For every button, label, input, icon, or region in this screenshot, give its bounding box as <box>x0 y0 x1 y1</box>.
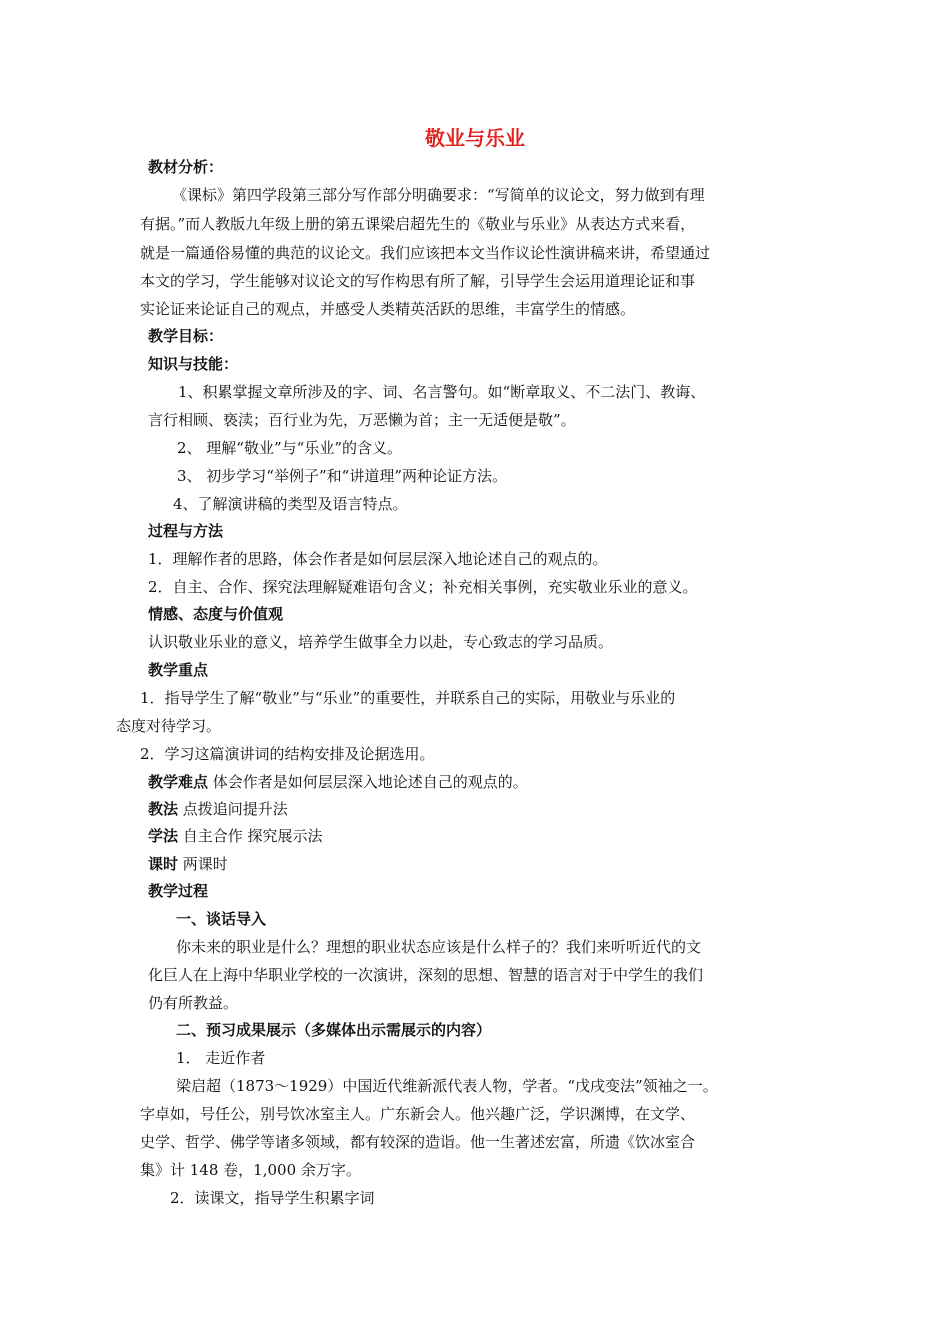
difficulty-text: 体会作者是如何层层深入地论述自己的观点的。 <box>208 773 528 791</box>
teaching-method-label: 教法 <box>148 800 179 818</box>
process-method-heading: 过程与方法 <box>148 522 224 540</box>
paragraph-line: 化巨人在上海中华职业学校的一次演讲，深刻的思想、智慧的语言对于中学生的我们 <box>148 966 704 984</box>
difficulty-label: 教学难点 <box>148 773 209 791</box>
textbook-analysis-heading: 教材分析： <box>148 158 224 176</box>
list-item: 2．学习这篇演讲词的结构安排及论据选用。 <box>140 745 435 763</box>
learning-method-line <box>148 826 323 846</box>
class-hours-label: 课时 <box>148 855 179 873</box>
teaching-goals-heading: 教学目标： <box>148 327 224 345</box>
list-item: 2．读课文，指导学生积累字词 <box>170 1189 375 1207</box>
teaching-method-line <box>148 799 288 819</box>
list-item: 言行相顾、亵渎；百行业为先，万恶懒为首；主一无适便是敬”。 <box>148 411 576 429</box>
paragraph-line: 就是一篇通俗易懂的典范的议论文。我们应该把本文当作议论性演讲稿来讲，希望通过 <box>140 244 711 262</box>
list-item: 态度对待学习。 <box>116 717 222 735</box>
class-hours-text: 两课时 <box>178 855 228 873</box>
key-points-heading: 教学重点 <box>148 661 209 679</box>
preview-heading: 二、预习成果展示（多媒体出示需展示的内容） <box>176 1021 492 1039</box>
list-item: 4、了解演讲稿的类型及语言特点。 <box>173 495 408 513</box>
paragraph-line: 集》计 148 卷，1,000 余万字。 <box>140 1161 361 1179</box>
list-item: 1． 走近作者 <box>176 1049 266 1067</box>
paragraph-line: 有据。”而人教版九年级上册的第五课梁启超先生的《敬业与乐业》从表达方式来看， <box>140 215 696 233</box>
list-item: 1．指导学生了解“敬业”与“乐业”的重要性，并联系自己的实际，用敬业与乐业的 <box>140 689 676 707</box>
emotion-values-heading: 情感、态度与价值观 <box>148 605 284 623</box>
list-item: 1、积累掌握文章所涉及的字、词、名言警句。如“断章取义、不二法门、教诲、 <box>178 383 706 401</box>
paragraph-line: 《课标》第四学段第三部分写作部分明确要求：“写简单的议论文，努力做到有理 <box>172 186 705 204</box>
difficulty-line <box>148 772 528 792</box>
list-item: 3、 初步学习“举例子”和“讲道理”两种论证方法。 <box>177 467 507 485</box>
intro-heading: 一、谈话导入 <box>176 910 267 928</box>
teaching-method-text: 点拨追问提升法 <box>178 800 288 818</box>
paragraph-line: 你未来的职业是什么？理想的职业状态应该是什么样子的？我们来听听近代的文 <box>176 938 702 956</box>
paragraph-line: 字卓如，号任公，别号饮冰室主人。广东新会人。他兴趣广泛，学识渊博，在文学、 <box>140 1105 696 1123</box>
learning-method-text: 自主合作 探究展示法 <box>178 827 323 845</box>
teaching-process-heading: 教学过程 <box>148 882 209 900</box>
paragraph-line: 仍有所教益。 <box>148 994 239 1012</box>
list-item: 1．理解作者的思路，体会作者是如何层层深入地论述自己的观点的。 <box>148 550 608 568</box>
paragraph-line: 史学、哲学、佛学等诸多领域，都有较深的造诣。他一生著述宏富，所遗《饮冰室合 <box>140 1133 696 1151</box>
list-item: 2．自主、合作、探究法理解疑难语句含义；补充相关事例，充实敬业乐业的意义。 <box>148 578 698 596</box>
class-hours-line <box>148 854 228 874</box>
paragraph-line: 认识敬业乐业的意义，培养学生做事全力以赴，专心致志的学习品质。 <box>148 633 614 651</box>
document-title: 敬业与乐业 <box>425 126 525 150</box>
paragraph-line: 实论证来论证自己的观点，并感受人类精英活跃的思维，丰富学生的情感。 <box>140 300 636 318</box>
list-item: 2、 理解“敬业”与“乐业”的含义。 <box>177 439 402 457</box>
learning-method-label: 学法 <box>148 827 179 845</box>
knowledge-skills-heading: 知识与技能： <box>148 355 239 373</box>
paragraph-line: 本文的学习，学生能够对议论文的写作构思有所了解，引导学生会运用道理论证和事 <box>140 272 696 290</box>
paragraph-line: 梁启超（1873～1929）中国近代维新派代表人物，学者。“戊戌变法”领袖之一。 <box>176 1077 718 1095</box>
